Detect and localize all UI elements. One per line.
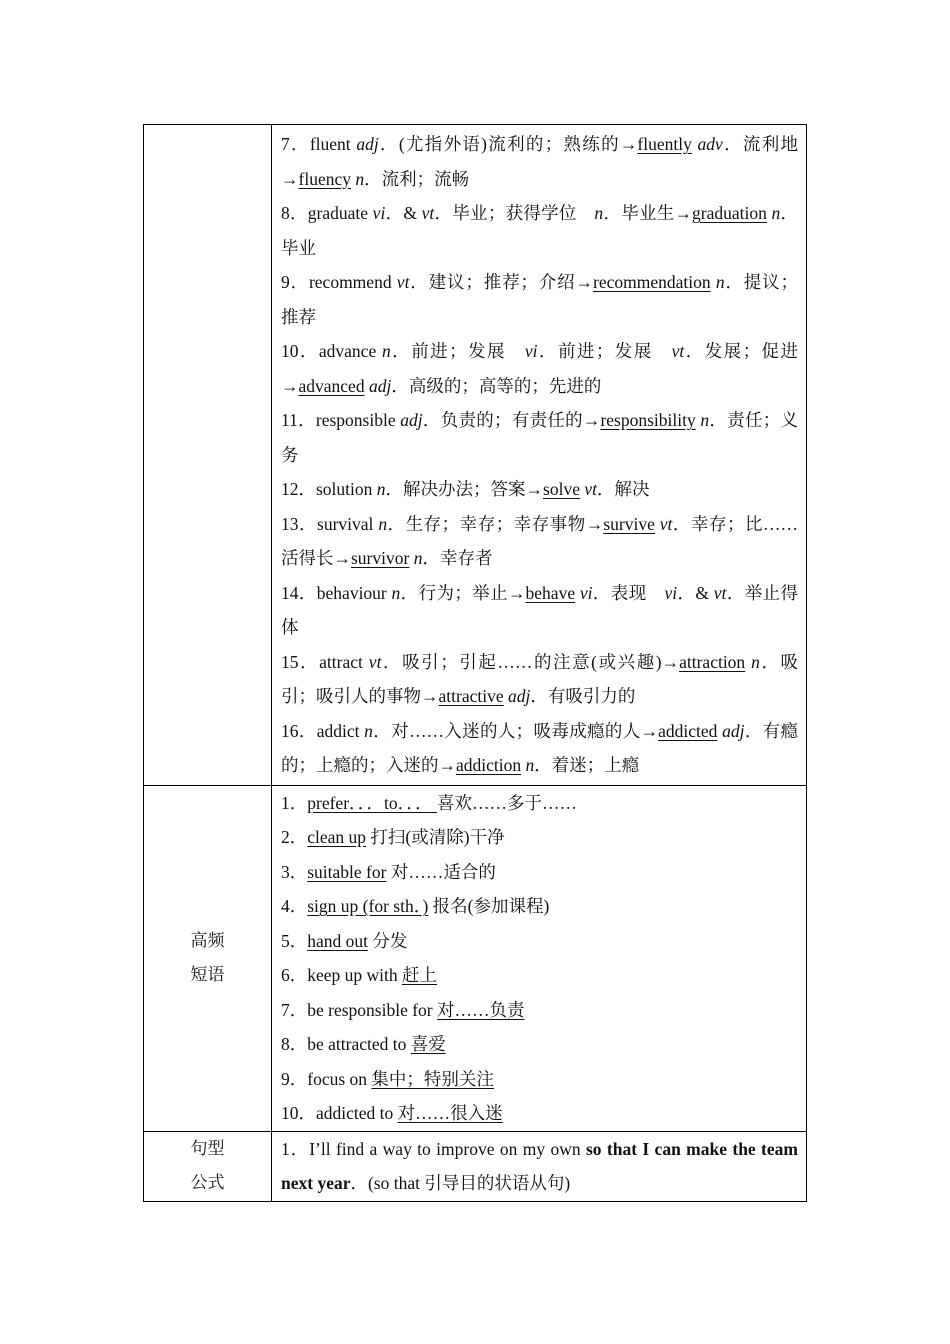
item-text: 13．survival <box>281 513 379 534</box>
item-text: ．举止得体 <box>281 582 799 637</box>
item-text: ．建议；推荐；介绍→ <box>409 272 593 292</box>
word-entry-15 <box>281 645 798 714</box>
part-of-speech: vi <box>372 203 386 223</box>
item-text: 4． <box>281 896 308 916</box>
answer-blank: graduation <box>692 203 767 223</box>
word-entry-10 <box>281 334 798 403</box>
item-text: ．幸存；比……活得长→ <box>281 513 799 568</box>
part-of-speech: vt <box>368 651 382 672</box>
answer-blank: 对……很入迷 <box>397 1103 503 1123</box>
item-text: ．行为；举止→ <box>400 582 526 603</box>
item-text: 2． <box>281 827 308 847</box>
part-of-speech: vt <box>671 341 685 361</box>
sentences-row <box>144 1131 807 1201</box>
part-of-speech: n <box>594 203 604 223</box>
part-of-speech: n <box>382 341 391 361</box>
item-text: ．流利地→ <box>281 134 799 189</box>
item-text: ．& <box>677 582 714 603</box>
answer-blank: survive <box>603 513 655 534</box>
part-of-speech: vt <box>713 582 727 603</box>
phrase-entry-2 <box>281 820 798 855</box>
phrase-entry-6 <box>281 958 798 993</box>
phrase-entry-8 <box>281 1027 798 1062</box>
item-text: ．发展；促进→ <box>281 341 799 396</box>
item-text: ．& <box>385 203 422 223</box>
item-text: 分发 <box>368 930 408 951</box>
word-entry-16 <box>281 714 798 783</box>
item-text: ．提议；推荐 <box>281 272 799 327</box>
word-list <box>281 127 798 783</box>
words-row <box>144 125 807 786</box>
answer-blank: recommendation <box>593 272 711 292</box>
item-text: ．有吸引力的 <box>530 686 636 706</box>
words-label-cell <box>144 125 272 786</box>
part-of-speech: adj <box>400 410 423 430</box>
item-text: 打扫(或清除)干净 <box>366 827 505 847</box>
item-text: 15．attract <box>281 651 369 672</box>
answer-blank: hand out <box>307 930 369 951</box>
item-text: ．表现 <box>592 582 665 603</box>
phrase-entry-5 <box>281 924 798 959</box>
part-of-speech: n <box>525 755 535 775</box>
item-text: 6．keep up with <box>281 965 403 985</box>
part-of-speech: adv <box>697 134 723 154</box>
answer-blank: clean up <box>307 827 367 847</box>
part-of-speech: n <box>391 582 401 603</box>
answer-blank: addicted <box>658 720 718 741</box>
item-text: 16．addict <box>281 720 365 741</box>
item-text: 5． <box>281 930 308 951</box>
part-of-speech: adj <box>507 686 531 706</box>
part-of-speech: n <box>771 203 781 223</box>
item-text: 喜欢……多于…… <box>437 792 578 813</box>
item-text: 9．focus on <box>281 1068 372 1089</box>
answer-blank: advanced <box>298 375 365 396</box>
answer-blank: behave <box>525 582 576 603</box>
item-text: ．毕业；获得学位 <box>434 203 595 223</box>
item-text: 10．addicted to <box>281 1103 398 1123</box>
answer-blank: addiction <box>456 755 522 775</box>
part-of-speech: n <box>355 168 365 189</box>
item-text: 7．be responsible for <box>281 999 438 1020</box>
word-entry-9 <box>281 265 798 334</box>
part-of-speech: n <box>751 651 760 672</box>
item-text: ．吸引；引起……的注意(或兴趣)→ <box>381 651 680 672</box>
answer-blank: 集中；特别关注 <box>371 1068 494 1089</box>
word-entry-7 <box>281 127 798 196</box>
word-entry-11 <box>281 403 798 472</box>
word-entry-13 <box>281 507 798 576</box>
item-text: 8．be attracted to <box>281 1034 411 1054</box>
answer-blank: 喜爱 <box>410 1034 446 1054</box>
item-text: ．(尤指外语)流利的；熟练的→ <box>378 134 638 154</box>
item-text: 14．behaviour <box>281 582 392 603</box>
item-text: 9．recommend <box>281 272 397 292</box>
item-text: ．毕业生→ <box>603 203 693 223</box>
phrase-entry-9 <box>281 1062 798 1097</box>
word-entry-8 <box>281 196 798 265</box>
answer-blank: fluently <box>637 134 692 154</box>
phrases-label-line1: 高频 <box>190 931 225 951</box>
part-of-speech: n <box>413 548 423 568</box>
phrase-list <box>281 786 798 1131</box>
item-text: ．生存；幸存；幸存事物→ <box>387 513 604 534</box>
item-text: ．幸存者 <box>422 548 493 568</box>
part-of-speech: vi <box>664 582 678 603</box>
answer-blank: 对……负责 <box>437 999 525 1020</box>
item-text: 10．advance <box>281 341 383 361</box>
phrases-label-cell <box>144 785 272 1131</box>
phrase-entry-7 <box>281 993 798 1028</box>
part-of-speech: n <box>378 513 388 534</box>
item-text: ．前进；发展 <box>390 341 525 361</box>
part-of-speech: vt <box>421 203 435 223</box>
answer-blank: fluency <box>298 168 351 189</box>
item-text: ．解决办法；答案→ <box>385 479 544 499</box>
item-text: 1．I’ll find a way to improve on my own <box>281 1138 586 1159</box>
sentence-entry-1 <box>281 1132 798 1201</box>
item-text: ．吸引；吸引人的事物→ <box>281 651 799 706</box>
answer-blank: sign up (for sth．) <box>307 896 429 916</box>
item-text: ．解决 <box>597 479 650 499</box>
item-text: 对……适合的 <box>386 861 496 882</box>
item-text: ．对……入迷的人；吸毒成瘾的人→ <box>372 720 659 741</box>
answer-blank: suitable for <box>307 861 387 882</box>
answer-blank: solve <box>543 479 580 499</box>
sentences-content-cell <box>272 1131 807 1201</box>
item-text: ．(so that 引导目的状语从句) <box>350 1173 571 1193</box>
sentence-list <box>281 1132 798 1201</box>
item-text: 8．graduate <box>281 203 373 223</box>
part-of-speech: vt <box>584 479 597 499</box>
item-text: 1． <box>281 792 308 813</box>
item-text: 7．fluent <box>281 134 357 154</box>
phrase-entry-10 <box>281 1096 798 1131</box>
part-of-speech: adj <box>368 375 392 396</box>
part-of-speech: vt <box>396 272 410 292</box>
item-text: ．负责的；有责任的→ <box>422 410 601 430</box>
answer-blank: responsibility <box>600 410 696 430</box>
part-of-speech: vi <box>524 341 538 361</box>
phrase-entry-3 <box>281 855 798 890</box>
phrase-entry-1 <box>281 786 798 821</box>
item-text: 12．solution <box>281 479 377 499</box>
item-text: ．毕业 <box>281 203 799 258</box>
answer-blank: survivor <box>351 548 410 568</box>
part-of-speech: adj <box>356 134 379 154</box>
word-entry-12 <box>281 472 798 507</box>
item-text: ．流利；流畅 <box>364 168 470 189</box>
words-content-cell <box>272 125 807 786</box>
item-text: 11．responsible <box>281 410 401 430</box>
part-of-speech: adj <box>722 720 745 741</box>
answer-blank: prefer．．．to．．． <box>307 792 438 813</box>
bold-pattern: so that I can make the team next year <box>281 1138 798 1193</box>
item-text: ．着迷；上瘾 <box>534 755 640 775</box>
part-of-speech: vt <box>659 513 673 534</box>
word-entry-14 <box>281 576 798 645</box>
item-text: 3． <box>281 861 308 882</box>
phrases-content-cell <box>272 785 807 1131</box>
item-text: ．有瘾的；上瘾的；入迷的→ <box>281 720 799 775</box>
part-of-speech: vi <box>579 582 593 603</box>
phrase-entry-4 <box>281 889 798 924</box>
answer-blank: attraction <box>679 651 746 672</box>
item-text: ．前进；发展 <box>537 341 672 361</box>
item-text: 报名(参加课程) <box>428 896 550 916</box>
sentences-label-cell <box>144 1131 272 1201</box>
sentences-label-line1: 句型 <box>190 1139 225 1159</box>
part-of-speech: n <box>715 272 725 292</box>
sentences-label-line2: 公式 <box>190 1173 225 1193</box>
part-of-speech: n <box>700 410 710 430</box>
item-text: ．高级的；高等的；先进的 <box>391 375 602 396</box>
answer-blank: 赶上 <box>402 965 438 985</box>
item-text: ．责任；义务 <box>281 410 799 465</box>
answer-blank: attractive <box>438 686 504 706</box>
vocabulary-table <box>143 124 807 1202</box>
phrases-label-line2: 短语 <box>190 965 225 985</box>
part-of-speech: n <box>364 720 373 741</box>
phrases-row <box>144 785 807 1131</box>
part-of-speech: n <box>376 479 386 499</box>
